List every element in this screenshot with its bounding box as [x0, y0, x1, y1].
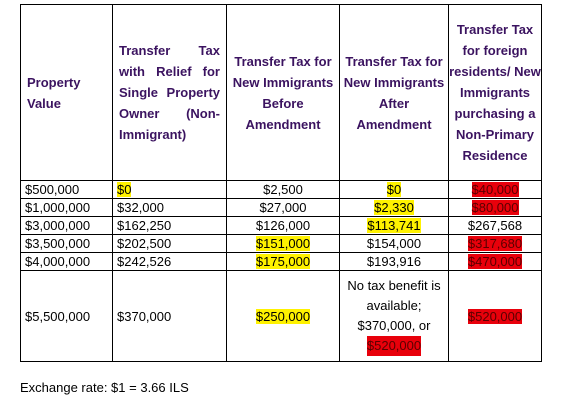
- cell-before: [227, 235, 340, 253]
- table-row: [21, 199, 542, 217]
- cell-property-value: $500,000: [21, 181, 113, 199]
- cell-relief: $32,000: [113, 199, 227, 217]
- highlight-red: $80,000: [471, 200, 519, 215]
- cell-property-value: $3,500,000: [21, 235, 113, 253]
- table-row: [21, 235, 542, 253]
- cell-foreign: [449, 199, 542, 217]
- cell-after-note: [340, 271, 449, 362]
- header-foreign-non-primary: Transfer Tax for foreign residents/ New Immigrants purchasing a Non-Primary Residence: [449, 5, 542, 181]
- header-relief-single-owner: Transfer Tax with Relief for Single Property Owner (Non-Immigrant): [113, 5, 227, 181]
- cell-after: $193,916: [340, 253, 449, 271]
- cell-before: $2,500: [227, 181, 340, 199]
- cell-before: $126,000: [227, 217, 340, 235]
- cell-foreign: [449, 271, 542, 362]
- highlight-yellow: $113,741: [367, 218, 421, 233]
- highlight-red: $520,000: [467, 308, 523, 324]
- table-row: [21, 217, 542, 235]
- cell-relief: $242,526: [113, 253, 227, 271]
- cell-after: [340, 181, 449, 199]
- header-row: [21, 5, 542, 181]
- cell-foreign: [449, 181, 542, 199]
- cell-property-value: $3,000,000: [21, 217, 113, 235]
- highlight-red: $520,000: [367, 336, 421, 356]
- note-text: $370,000, or: [357, 318, 431, 333]
- cell-after: [340, 199, 449, 217]
- table-row: [21, 181, 542, 199]
- highlight-red: $470,000: [467, 254, 523, 269]
- cell-relief: [113, 181, 227, 199]
- cell-before: [227, 253, 340, 271]
- highlight-red: $317,680: [467, 236, 523, 251]
- cell-relief: $202,500: [113, 235, 227, 253]
- cell-foreign: $267,568: [449, 217, 542, 235]
- cell-before: $27,000: [227, 199, 340, 217]
- highlight-yellow: $175,000: [255, 254, 311, 269]
- highlight-yellow: $0: [117, 182, 132, 197]
- cell-relief: $162,250: [113, 217, 227, 235]
- note-text: No tax benefit is available;: [347, 278, 441, 313]
- transfer-tax-table: [20, 4, 542, 362]
- header-new-immigrants-after: Transfer Tax for New Immigrants After Amendment: [340, 5, 449, 181]
- highlight-yellow: $250,000: [255, 308, 311, 324]
- header-new-immigrants-before: Transfer Tax for New Immigrants Before Amendment: [227, 5, 340, 181]
- cell-after: [340, 217, 449, 235]
- cell-foreign: [449, 235, 542, 253]
- cell-foreign: [449, 253, 542, 271]
- cell-relief: $370,000: [113, 271, 227, 362]
- cell-after: $154,000: [340, 235, 449, 253]
- header-property-value: Property Value: [21, 5, 113, 181]
- cell-property-value: $5,500,000: [21, 271, 113, 362]
- cell-property-value: $1,000,000: [21, 199, 113, 217]
- exchange-rate-note: Exchange rate: $1 = 3.66 ILS: [20, 380, 189, 395]
- table-row: [21, 271, 542, 362]
- highlight-yellow: $0: [386, 182, 402, 197]
- cell-property-value: $4,000,000: [21, 253, 113, 271]
- table-row: [21, 253, 542, 271]
- highlight-yellow: $151,000: [255, 236, 311, 251]
- highlight-red: $40,000: [471, 182, 519, 197]
- cell-before: [227, 271, 340, 362]
- highlight-yellow: $2,330: [374, 200, 414, 215]
